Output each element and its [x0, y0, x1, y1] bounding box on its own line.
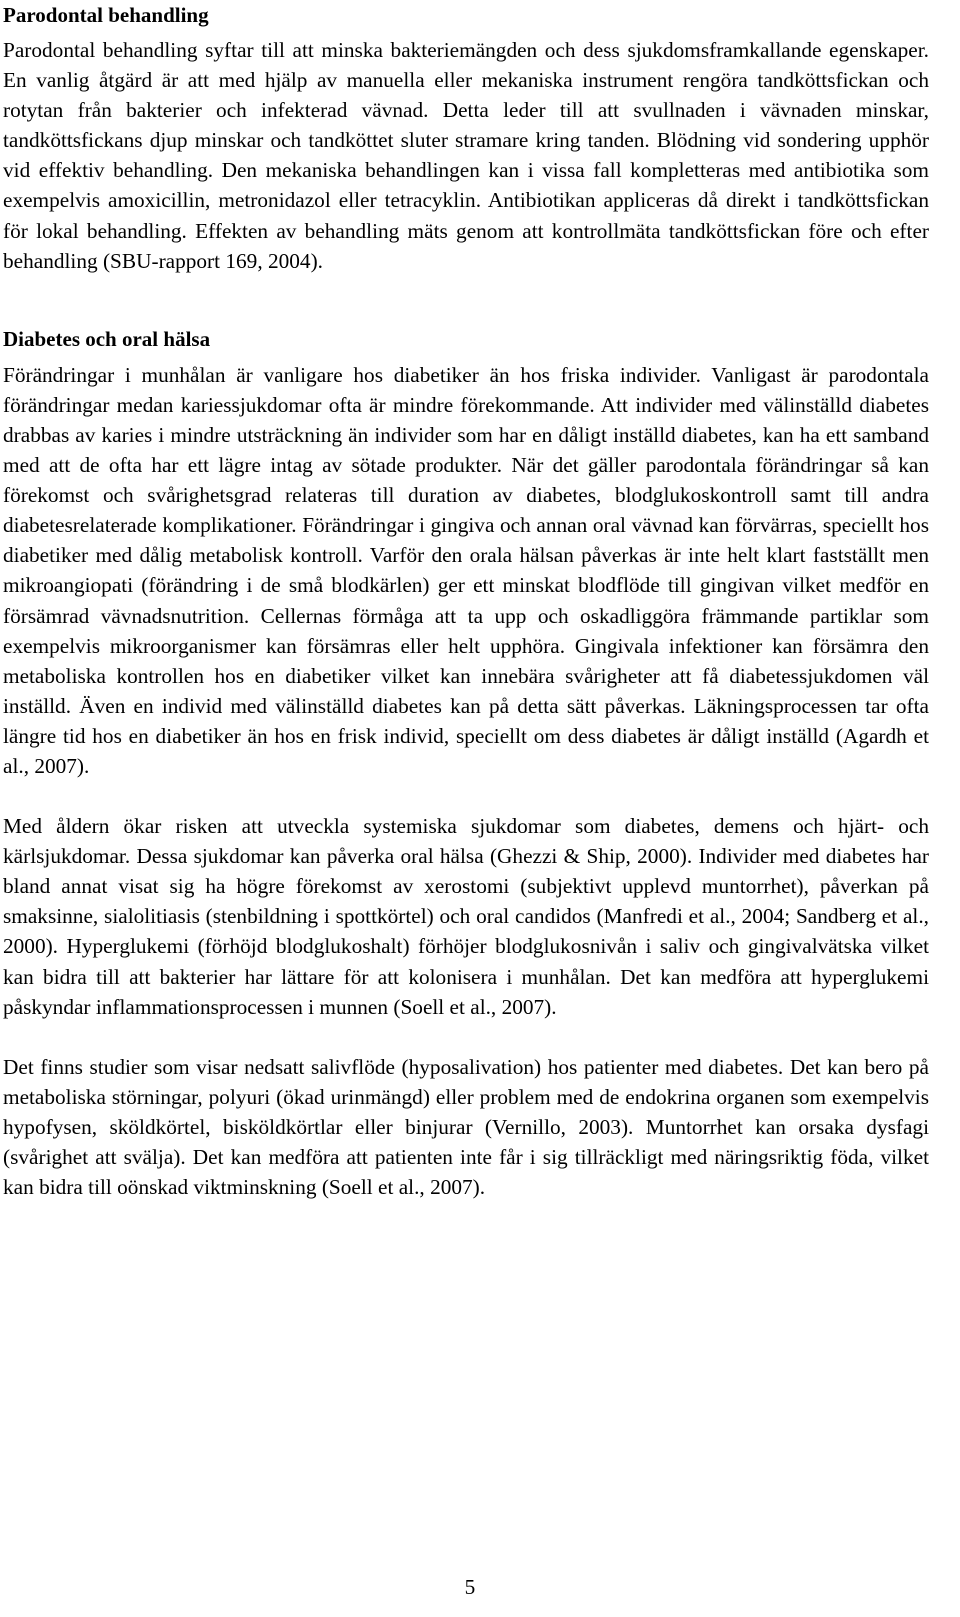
- body-paragraph: Med åldern ökar risken att utveckla systemiska sjukdomar som diabetes, demens och hjärt- och kärlsjukdomar. Dessa sjukdomar kan påverka oral hälsa (Ghezzi & Ship, 2000). Individer med diabetes har bland annat visat sig ha högre förekomst av xerostomi (subjektivt upplevd muntorrhet), påverkan på smaksinne, sialolitiasis (stenbildning i spottkörtel) och oral candidos (Manfredi et al., 2004; Sandberg et al., 2000). Hyperglukemi (förhöjd blodglukoshalt) förhöjer blodglukosnivån i saliv och gingivalvätska vilket kan bidra till att bakterier har lättare för att kolonisera i munhålan. Det kan medföra att hyperglukemi påskyndar inflammationsprocessen i munnen (Soell et al., 2007).: [3, 814, 929, 1019]
- section-heading: Diabetes och oral hälsa: [3, 326, 211, 351]
- section-diabetes-och-oral-halsa: [3, 324, 929, 1202]
- section-heading: Parodontal behandling: [3, 3, 209, 27]
- document-page: [3, 0, 929, 1202]
- page-number: 5: [464, 1575, 476, 1599]
- body-paragraph: Parodontal behandling syftar till att minska bakteriemängden och dess sjukdomsframkallande egenskaper. En vanlig åtgärd är att med hjälp av manuella eller mekaniska instrument rengöra tandköttsfickan och rotytan från bakterier och infekterad vävnad. Detta leder till att svullnaden i vävnaden minskar, tandköttsfickans djup minskar och tandköttet sluter stramare kring tanden. Blödning vid sondering upphör vid effektiv behandling. Den mekaniska behandlingen kan i vissa fall kompletteras med antibiotika som exempelvis amoxicillin, metronidazol eller tetracyklin. Antibiotikan appliceras då direkt i tandköttsfickan för lokal behandling. Effekten av behandling mäts genom att kontrollmäta tandköttsfickan före och efter behandling (SBU-rapport 169, 2004).: [3, 38, 929, 273]
- body-paragraph: Det finns studier som visar nedsatt salivflöde (hyposalivation) hos patienter med diabetes. Det kan bero på metaboliska störningar, polyuri (ökad urinmängd) eller problem med de endokrina organen som exempelvis hypofysen, sköldkörtel, bisköldkörtlar eller binjurar (Vernillo, 2003). Muntorrhet kan orsaka dysfagi (svårighet att svälja). Det kan medföra att patienten inte får i sig tillräckligt med näringsriktig föda, vilket kan bidra till oönskad viktminskning (Soell et al., 2007).: [3, 1054, 929, 1200]
- body-paragraph: Förändringar i munhålan är vanligare hos diabetiker än hos friska individer. Vanligast är parodontala förändringar medan kariessjukdomar ofta är mindre förekommande. Att individer med välinställd diabetes drabbas av karies i mindre utsträckning än individer som har en dåligt inställd diabetes, kan ha ett samband med att de ofta har ett lägre intag av sötade produkter. När det gäller parodontala förändringar så kan förekomst och svårighetsgrad relateras till duration av diabetes, blodglukoskontroll samt till andra diabetesrelaterade komplikationer. Förändringar i gingiva och annan oral vävnad kan förvärras, speciellt hos diabetiker med dålig metabolisk kontroll. Varför den orala hälsan påverkas är inte helt klart fastställt men mikroangiopati (förändring i de små blodkärlen) ger ett minskat blodflöde till gingivan vilket medför en försämrad vävnadsnutrition. Cellernas förmåga att ta upp och oskadliggöra främmande partiklar som exempelvis mikroorganismer kan försämras eller helt upphöra. Gingivala infektioner kan försämra den metaboliska kontrollen hos en diabetiker vilket kan innebära svårigheter att få diabetessjukdomen väl inställd. Även en individ med välinställd diabetes kan på detta sätt påverkas. Läkningsprocessen tar ofta längre tid hos en diabetiker än hos en frisk individ, speciellt om dess diabetes är dåligt inställd (Agardh et al., 2007).: [3, 362, 929, 778]
- section-parodontal-behandling: [3, 0, 929, 276]
